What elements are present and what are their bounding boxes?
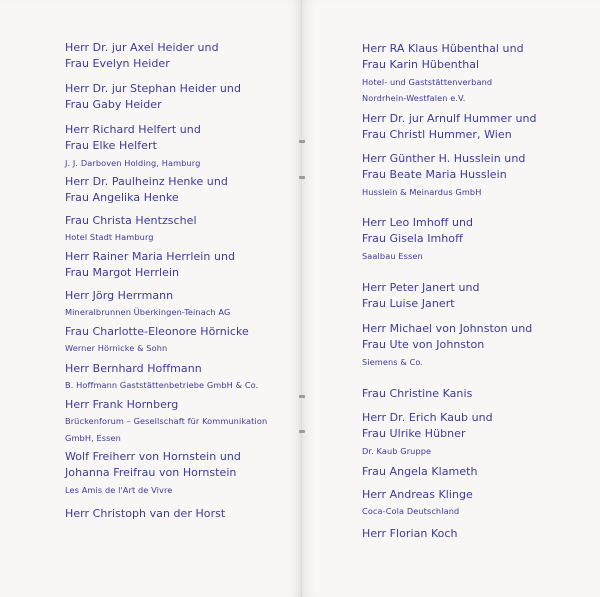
guest-name-line: Frau Ute von Johnston [362,338,485,352]
guest-name-line: Herr Dr. jur Stephan Heider und [65,82,241,95]
guest-entry [362,280,480,313]
guest-name-line: Herr Günther H. Husslein und [362,152,526,165]
guest-affiliation: Hotel- und Gaststättenverband [362,76,493,87]
guest-name-line: Frau Christl Hummer, Wien [362,128,512,142]
guest-entry [362,111,537,144]
guest-entry [362,41,524,107]
guest-entry [65,324,249,357]
guest-entry [65,122,201,171]
guest-name-line: Frau Elke Helfert [65,139,157,153]
guest-name-line: Frau Evelyn Heider [65,57,170,71]
guest-affiliation: Hotel Stadt Hamburg [65,232,154,243]
guest-name-line: Frau Angela Klameth [362,465,478,478]
guest-name-line: Herr Leo Imhoff und [362,216,474,229]
guest-entry [362,386,472,402]
guest-name-line: Frau Angelika Henke [65,191,179,205]
guest-affiliation: Coca-Cola Deutschland [362,506,460,517]
guest-name-line: Herr Jörg Herrmann [65,289,174,302]
guest-affiliation: Siemens & Co. [362,356,424,367]
staple-mark [299,430,305,433]
guest-affiliation: Saalbau Essen [362,250,423,261]
guest-name-line: Herr Dr. Erich Kaub und [362,411,493,424]
guest-entry [65,174,228,207]
guest-name-line: Johanna Freifrau von Hornstein [65,466,237,480]
guest-name-line: Herr Florian Koch [362,527,458,540]
guest-name-line: Frau Gisela Imhoff [362,232,463,246]
page-fold [301,0,303,597]
guest-name-line: Herr Dr. Paulheinz Henke und [65,175,228,188]
guest-name-line: Herr Frank Hornberg [65,398,179,411]
guest-entry [65,40,219,73]
guest-name-line: Herr Peter Janert und [362,281,480,294]
guest-name-line: Frau Christa Hentzschel [65,214,197,227]
guest-affiliation: Les Amis de l'Art de Vivre [65,484,173,495]
guest-name-line: Herr Dr. jur Axel Heider und [65,41,219,54]
guest-entry [362,321,532,370]
guest-name-line: Frau Gaby Heider [65,98,162,112]
guest-name-line: Wolf Freiherr von Hornstein und [65,450,241,463]
guest-entry [362,410,493,459]
guest-name-line: Herr Richard Helfert und [65,123,201,136]
guest-affiliation: B. Hoffmann Gaststättenbetriebe GmbH & Co. [65,380,259,391]
guest-name-line: Herr Andreas Klinge [362,488,473,501]
guest-entry [362,464,478,480]
guest-entry [362,487,473,520]
guest-affiliation: Husslein & Meinardus GmbH [362,186,482,197]
guest-name-line: Herr Dr. jur Arnulf Hummer und [362,112,537,125]
guest-affiliation: Werner Hörnicke & Sohn [65,343,168,354]
guest-name-line: Frau Karin Hübenthal [362,58,480,72]
guest-entry [65,361,258,394]
guest-entry [65,506,225,522]
guest-entry [65,397,267,446]
guest-name-line: Frau Christine Kanis [362,387,473,400]
guest-name-line: Frau Luise Janert [362,297,455,311]
guest-name-line: Frau Margot Herrlein [65,266,180,280]
guest-entry [65,249,235,282]
guest-entry [362,526,458,542]
guest-name-line: Frau Beate Maria Husslein [362,168,507,182]
guest-entry [362,151,525,200]
staple-mark [299,395,305,398]
guest-entry [65,81,241,114]
guest-affiliation: GmbH, Essen [65,432,121,443]
guest-entry [362,215,473,264]
guest-entry [65,213,197,246]
guest-affiliation: J. J. Darboven Holding, Hamburg [65,157,201,168]
guest-name-line: Herr Michael von Johnston und [362,322,533,335]
staple-mark [299,140,305,143]
guest-entry [65,449,241,498]
guest-name-line: Frau Charlotte-Eleonore Hörnicke [65,325,249,338]
guest-name-line: Herr Rainer Maria Herrlein und [65,250,236,263]
guest-name-line: Frau Ulrike Hübner [362,427,466,441]
guest-affiliation: Brückenforum – Gesellschaft für Kommunikation [65,416,268,427]
guest-affiliation: Dr. Kaub Gruppe [362,445,432,456]
guest-entry [65,288,230,321]
guest-affiliation: Nordrhein-Westfalen e.V. [362,93,466,104]
guest-affiliation: Mineralbrunnen Überkingen-Teinach AG [65,307,231,318]
guest-name-line: Herr Christoph van der Horst [65,507,226,520]
guest-name-line: Herr RA Klaus Hübenthal und [362,42,524,55]
staple-mark [299,176,305,179]
guest-name-line: Herr Bernhard Hoffmann [65,362,202,375]
